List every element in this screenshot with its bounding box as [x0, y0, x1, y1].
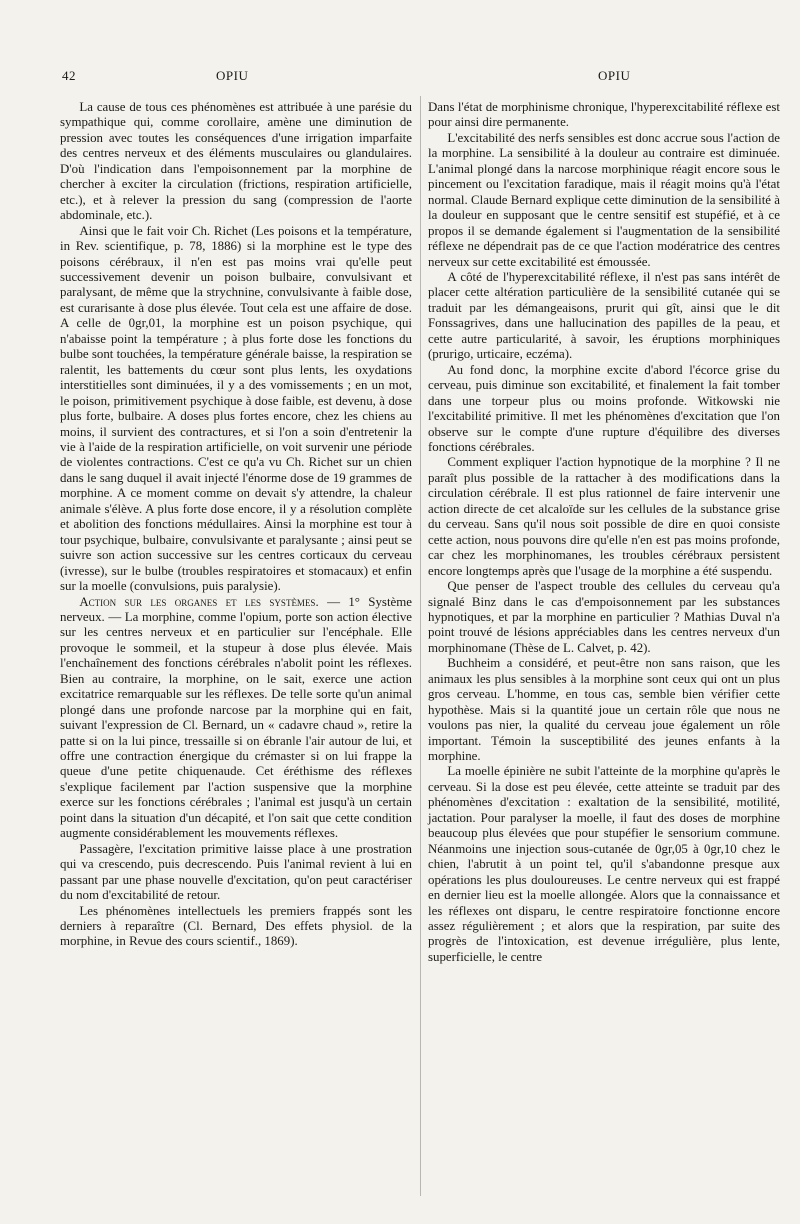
paragraph: L'excitabilité des nerfs sensibles est donc accrue sous l'action de la morphine. La sensibilité à la douleur au contraire est diminuée. L'animal plongé dans la narcose morphinique réagit encore sous le pincement ou l'excitation faradique, mais il réagit moins qu'à l'état normal. Claude Bernard explique cette diminution de la sensibilité à la douleur en supposant que le centre sensitif est stupéfié, et à ce propos il se demande également si l'augmentation de la sensibilité réflexe ne dépendrait pas de ce que l'action modératrice des centres nerveux sur cette excitabilité est émoussée. — [428, 130, 780, 269]
paragraph: Dans l'état de morphinisme chronique, l'hyperexcitabilité réflexe est pour ainsi dire permanente. — [428, 100, 780, 130]
page-number: 42 — [62, 68, 76, 83]
paragraph-text: — 1° Système nerveux. — La morphine, comme l'opium, porte son action élective sur les centres nerveux et en particulier sur l'encéphale. Elle provoque le sommeil, et la stupeur à dose plus élevée. Mais l'enchaînement des fonctions cérébrales n'abolit point les réflexes. Bien au contraire, la morphine, on le sait, exerce une action excitatrice remarquable sur les réflexes. De telle sorte qu'un animal plongé dans une profonde narcose par la morphine qui en fait, suivant l'expression de Cl. Bernard, un « cadavre chaud », retire la patte si on la lui pince, tressaille si on ébranle l'air autour de lui, et offre une contraction énergique du crémaster si on lui frappe la queue d'une petite chiquenaude. Cet éréthisme des réflexes s'explique facilement par l'action suspensive que la morphine exerce sur les fonctions cérébrales ; l'animal est jusqu'à un certain point dans la situation d'un décapité, et l'on sait que cette condition augmente considérablement les mouvements réflexes. — [60, 594, 412, 841]
paragraph: Que penser de l'aspect trouble des cellules du cerveau qu'a signalé Binz dans le cas d'empoisonnement par les substances hypnotiques, et par la morphine en particulier ? Mathias Duval n'a point trouvé de lésions appréciables dans les centres nerveux d'un morphinomane (Thèse de L. Calvet, p. 42). — [428, 579, 780, 655]
section-heading: Action sur les organes et les systèmes. — [79, 594, 319, 609]
section-paragraph — [60, 595, 412, 842]
paragraph: Les phénomènes intellectuels les premiers frappés sont les derniers à reparaître (Cl. Bernard, Des effets physiol. de la morphine, in Revue des cours scientif., 1869). — [60, 903, 412, 949]
paragraph: Au fond donc, la morphine excite d'abord l'écorce grise du cerveau, puis diminue son excitabilité, et finalement la fait tomber dans une torpeur plus ou moins profonde. Witkowski nie l'excitabilité primitive. Il met les phénomènes d'excitation que l'on observe sur le compte d'une rupture d'équilibre des diverses fonctions cérébrales. — [428, 362, 780, 454]
left-column — [60, 100, 412, 950]
running-title-right: OPIU — [598, 68, 631, 83]
paragraph: La cause de tous ces phénomènes est attribuée à une parésie du sympathique qui, comme corollaire, amène une diminution de pression avec toutes les conséquences d'une irrigation imparfaite des centres nerveux et des éléments musculaires ou glandulaires. D'où l'indication dans l'empoisonnement par la morphine de chercher à exciter la circulation (frictions, respiration artificielle, etc.), et à relever la pression du sang (compression de l'aorte abdominale, etc.). — [60, 100, 412, 223]
paragraph: Ainsi que le fait voir Ch. Richet (Les poisons et la température, in Rev. scientifique, p. 78, 1886) si la morphine est le type des poisons cérébraux, il n'en est pas moins vrai qu'elle peut successivement devenir un poison bulbaire, convulsivant et paralysant, de même que la strychnine, convulsivante à faible dose, est curarisante à dose plus élevée. Tout cela est une affaire de dose. A celle de 0gr,01, la morphine est un poison psychique, qui n'abaisse point la température ; à plus forte dose les fonctions du bulbe sont touchées, la température générale baisse, la respiration se ralentit, les battements du cœur sont plus lents, les oxydations interstitielles sont diminuées, il y a des vomissements ; en un mot, le poison, primitivement psychique à dose faible, est devenu, à dose plus forte, bulbaire. A doses plus fortes encore, chez les chiens au moins, il survient des contractures, et si l'on a soin d'entretenir la vie à l'aide de la respiration artificielle, on voit survenir une période de violentes contractions. C'est ce qu'a vu Ch. Richet sur un chien dans le sang duquel il avait injecté l'énorme dose de 19 grammes de morphine. A ce moment comme on devait s'y attendre, la chaleur animale s'élève. A plus forte dose encore, il y a résolution complète et abolition des fonctions médullaires. Ainsi la morphine est tour à tour psychique, bulbaire, convulsivante et paralysante ; ainsi peut se suivre son action successive sur les centres corticaux du cerveau (ivresse), sur le bulbe (troubles respiratoires et stomacaux) et enfin sur la moelle (convulsions, puis paralysie). — [60, 223, 412, 594]
right-column — [428, 100, 780, 965]
paragraph: Passagère, l'excitation primitive laisse place à une prostration qui va crescendo, puis decrescendo. Puis l'animal revient à lui en passant par une phase nouvelle d'excitation, qu'on peut caractériser du nom d'excitabilité de retour. — [60, 841, 412, 903]
paragraph: Buchheim a considéré, et peut-être non sans raison, que les animaux les plus sensibles à la morphine sont ceux qui ont un plus gros cerveau. L'homme, en tous cas, semble bien vérifier cette hypothèse. Mais si la quantité joue un certain rôle que nous ne voulons pas nier, la qualité du cerveau joue également un rôle important. Témoin la susceptibilité des jeunes enfants à la morphine. — [428, 656, 780, 764]
paragraph: Comment expliquer l'action hypnotique de la morphine ? Il ne paraît plus possible de la rattacher à des modifications dans la circulation cérébrale. Il est plus rationnel de faire intervenir une action directe de cet alcaloïde sur les cellules de la substance grise du cerveau. Sans qu'il nous soit possible de dire en quoi consiste cette action, nous pouvons dire qu'elle n'en est pas moins profonde, car chez les morphinomanes, les troubles cérébraux persistent encore longtemps après que l'usage de la morphine a été suspendu. — [428, 455, 780, 578]
page-header — [62, 68, 778, 88]
paragraph: La moelle épinière ne subit l'atteinte de la morphine qu'après le cerveau. Si la dose est peu élevée, cette atteinte se traduit par des phénomènes d'excitation : exaltation de la sensibilité, motilité, jactation. Pour paralyser la moelle, il faut des doses de morphine beaucoup plus élevées que pour stupéfier le sensorium commune. Néanmoins une injection sous-cutanée de 0gr,05 à 0gr,10 chez le chien, l'abrutit à un point tel, qu'il s'abandonne presque aux opérations les plus douloureuses. Le centre nerveux qui est frappé en dernier lieu est la moelle allongée. Alors que la connaissance et les réflexes ont disparu, le centre respiratoire fonctionne encore assez régulièrement ; et alors que la respiration, par suite des progrès de l'intoxication, est devenue irrégulière, plus lente, superficielle, le centre — [428, 764, 780, 964]
running-title-left: OPIU — [216, 68, 249, 83]
paragraph: A côté de l'hyperexcitabilité réflexe, il n'est pas sans intérêt de placer cette altération particulière de la sensibilité cutanée qui se traduit par les démangeaisons, prurit qui gît, ainsi que le dit Fonssagrives, dans une hallucination des papilles de la peau, et cette autre particularité, à savoir, les éruptions morphiniques (prurigo, urticaire, eczéma). — [428, 269, 780, 362]
column-divider — [420, 96, 421, 1196]
